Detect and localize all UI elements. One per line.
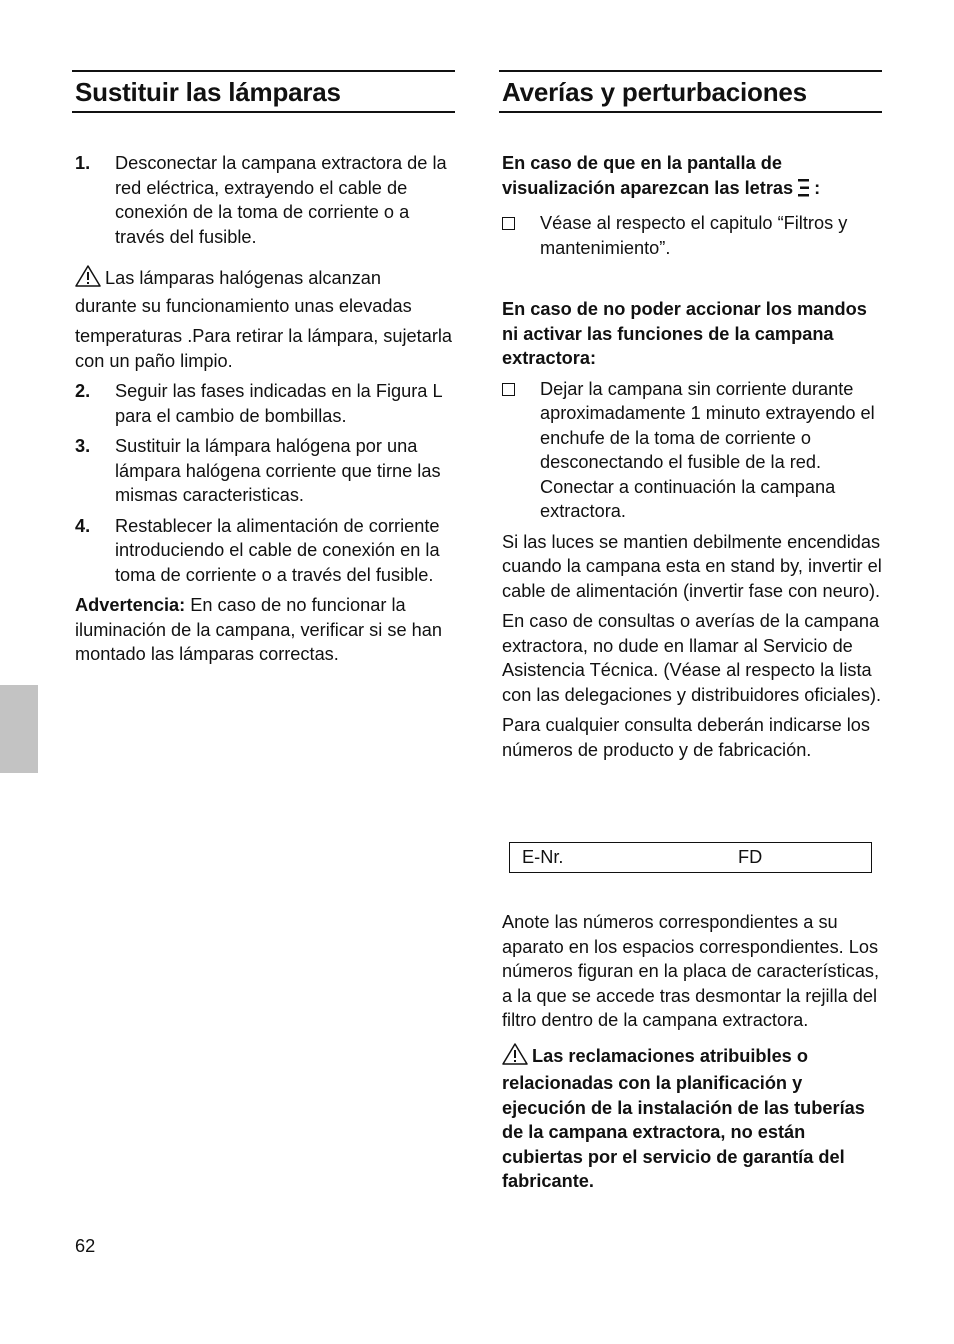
- step-text: Desconectar la campana extractora de la red eléctrica, extrayendo el cable de conexión de la toma de corriente o a través del fusible.: [115, 153, 447, 247]
- step-text: Seguir las fases indicadas en la Figura L para el cambio de bombillas.: [115, 381, 442, 426]
- right-column: [499, 70, 882, 762]
- advertencia-note: [75, 593, 455, 667]
- advertencia-label: Advertencia:: [75, 595, 186, 615]
- subheading-line1: En caso de que en la pantalla de: [502, 153, 782, 173]
- fd-label: FD: [738, 847, 763, 867]
- warning-triangle-icon: [502, 1043, 528, 1072]
- warning-triangle-icon: [75, 265, 101, 294]
- left-column: [72, 70, 455, 667]
- step-number: 3.: [75, 436, 91, 456]
- subheading-line2: visualización aparezcan las letras: [502, 177, 794, 198]
- subheading-display-letters: [502, 151, 882, 204]
- step-2: [75, 379, 455, 428]
- step-text: Sustituir la lámpara halógena por una lámpara halógena corriente que tirne las mismas caracteristicas.: [115, 436, 441, 505]
- step-number: 2.: [75, 381, 91, 401]
- step-3: [75, 434, 455, 508]
- paragraph-numbers: Para cualquier consulta deberán indicarse los números de producto y de fabricación.: [502, 715, 871, 760]
- section-title-faults: Averías y perturbaciones: [499, 70, 882, 113]
- step-number: 1.: [75, 153, 91, 173]
- display-e-symbol-icon: [797, 178, 811, 205]
- heat-warning: [75, 265, 455, 318]
- subheading-colon: :: [814, 177, 821, 198]
- bullet-text: Véase al respecto el capitulo “Filtros y mantenimiento”.: [540, 213, 848, 258]
- right-column-lower: [499, 910, 882, 1194]
- section-title-lamps: Sustituir las lámparas: [72, 70, 455, 113]
- subheading-controls: En caso de no poder accionar los mandos ni activar las funciones de la campana extractora:: [502, 299, 867, 368]
- bullet-text: Dejar la campana sin corriente durante aproximadamente 1 minuto extrayendo el enchufe de la toma de corriente o desconectando el fusible de la red. Conectar a continuación la campana extractora.: [540, 378, 875, 521]
- step-4: [75, 514, 455, 588]
- checkbox-bullet-icon: [502, 217, 515, 230]
- warning-text-line1: Las lámparas halógenas alcanzan: [105, 268, 382, 288]
- product-number-box: [509, 842, 872, 873]
- paragraph-rating-plate: Anote las números correspondientes a su aparato en los espacios correspondientes. Los números figuran en la placa de características, a la que se accede tras desmontar la rejilla del filtro dentro de la campana extractora.: [502, 912, 880, 1030]
- warning-text-rest: temperaturas .Para retirar la lámpara, sujetarla con un paño limpio.: [75, 326, 453, 371]
- step-1: [75, 151, 455, 249]
- advertencia-text: En caso de no funcionar la iluminación de la campana, verificar si se han montado las lámparas correctas.: [75, 595, 442, 664]
- warranty-warning-text: Las reclamaciones atribuibles o relacionadas con la planificación y ejecución de la instalación de las tuberías de la campana extractora, no están cubiertas por el servicio de garantía del fabricante.: [502, 1045, 865, 1191]
- page-number: 62: [75, 1236, 96, 1256]
- bullet-power-reset: [502, 377, 882, 524]
- chapter-side-tab: [0, 685, 38, 773]
- paragraph-service: En caso de consultas o averías de la campana extractora, no dude en llamar al Servicio de Asistencia Técnica. (Véase al respecto la lista con las delegaciones y distribuidores oficiales).: [502, 611, 882, 705]
- bullet-filters: [502, 211, 882, 260]
- paragraph-standby: Si las luces se mantien debilmente encendidas cuando la campana esta en stand by, invertir el cable de alimentación (invertir fase con neuro).: [502, 531, 882, 601]
- e-nr-label: E-Nr.: [522, 847, 564, 867]
- warranty-warning: [502, 1043, 882, 1194]
- step-number: 4.: [75, 515, 91, 536]
- checkbox-bullet-icon: [502, 383, 515, 396]
- warning-text-line2: durante su funcionamiento unas elevadas: [75, 295, 412, 316]
- step-text: Restablecer la alimentación de corriente introduciendo el cable de conexión en la toma de corriente o a través del fusible.: [115, 515, 440, 585]
